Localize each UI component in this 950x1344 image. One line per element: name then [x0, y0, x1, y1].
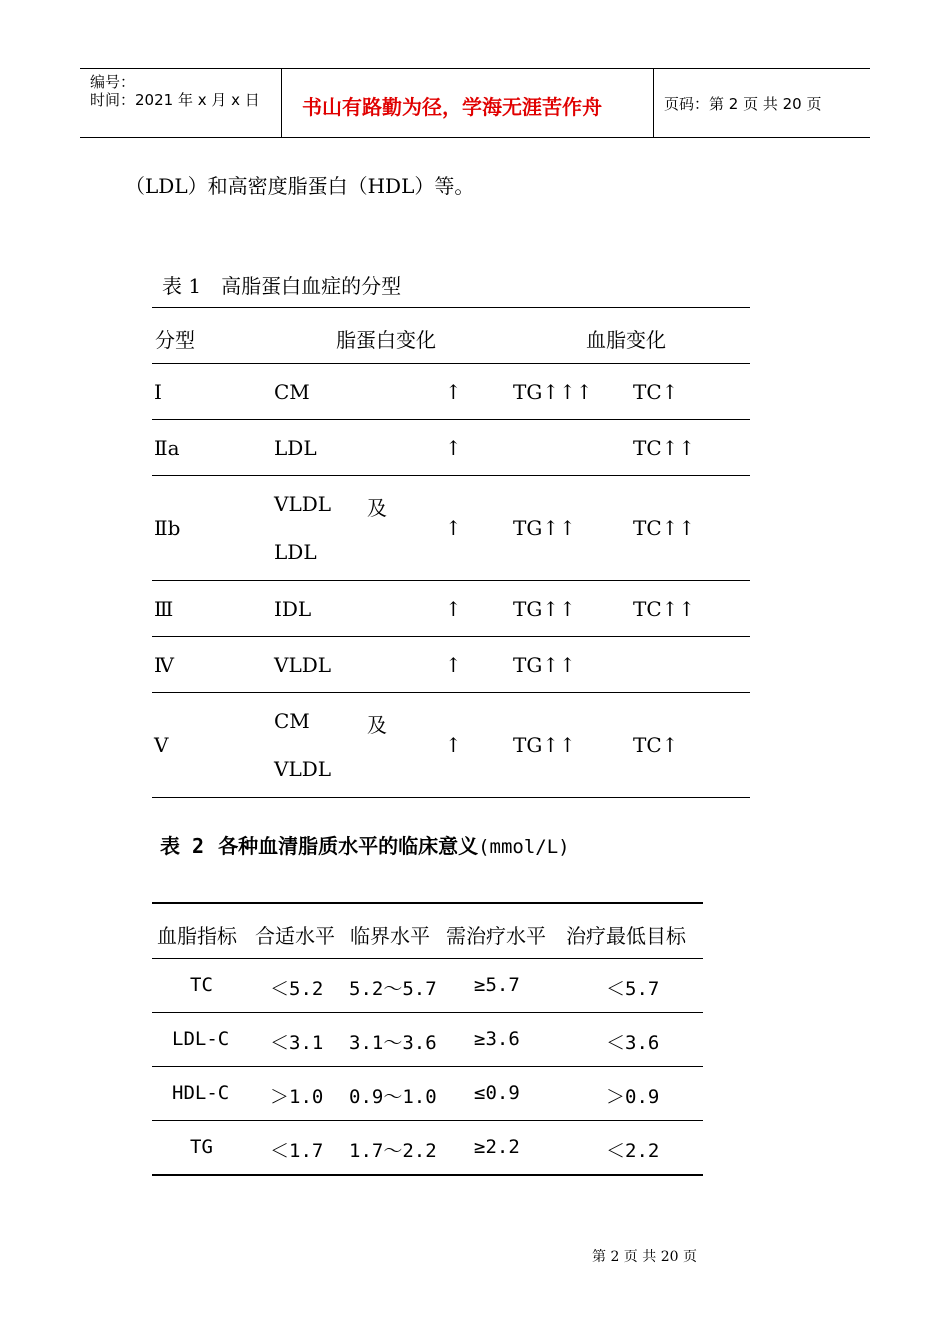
- table1-hyperlipoproteinemia-types: [152, 307, 750, 798]
- treatment-cell: ≥2.2: [474, 1136, 520, 1158]
- table2-header-treatment: 需治疗水平: [446, 924, 546, 948]
- tc-cell: TC↑↑: [633, 516, 696, 540]
- table2-header-indicator: 血脂指标: [157, 924, 237, 948]
- table1-header-lipid: 血脂变化: [586, 328, 666, 352]
- type-cell: Ⅰ: [154, 380, 162, 404]
- header-page-info: 页码：第 2 页 共 20 页: [664, 95, 822, 113]
- tg-cell: TG↑↑: [513, 597, 576, 621]
- header-page-cell: [654, 69, 870, 137]
- suitable-cell: ＜3.1: [270, 1032, 324, 1054]
- lipoprotein-conjunction: 及: [367, 496, 387, 520]
- indicator-cell: TC: [190, 974, 213, 996]
- type-cell: Ⅴ: [154, 733, 169, 757]
- borderline-cell: 1.7～2.2: [349, 1140, 437, 1162]
- table-row: [152, 959, 703, 1013]
- header-motto: 书山有路勤为径，学海无涯苦作舟: [302, 95, 602, 119]
- table2-header-row: [152, 904, 703, 959]
- lipoprotein-cell: IDL: [274, 597, 312, 621]
- borderline-cell: 5.2～5.7: [349, 978, 437, 1000]
- treatment-cell: ≥5.7: [474, 974, 520, 996]
- tg-cell: TG↑↑: [513, 653, 576, 677]
- suitable-cell: ＞1.0: [270, 1086, 324, 1108]
- header-meta-cell: [80, 69, 282, 137]
- document-number-label: 编号：: [90, 73, 136, 91]
- lipoprotein-cell: CM: [274, 380, 310, 404]
- borderline-cell: 0.9～1.0: [349, 1086, 437, 1108]
- up-arrow-cell: ↑: [445, 516, 462, 540]
- table1-caption: [162, 270, 401, 299]
- target-cell: ＜3.6: [606, 1032, 660, 1054]
- type-cell: Ⅳ: [154, 653, 174, 677]
- tg-cell: TG↑↑↑: [513, 380, 593, 404]
- header-motto-cell: [282, 69, 654, 137]
- table1-caption-title: 高脂蛋白血症的分型: [221, 274, 402, 298]
- treatment-cell: ≤0.9: [474, 1082, 520, 1104]
- lipoprotein-cell-line2: LDL: [274, 540, 317, 564]
- tg-cell: TG↑↑: [513, 516, 576, 540]
- table2-caption-number: 表 2: [160, 834, 205, 858]
- table-row: [152, 476, 750, 581]
- suitable-cell: ＜1.7: [270, 1140, 324, 1162]
- suitable-cell: ＜5.2: [270, 978, 324, 1000]
- table-row: [152, 364, 750, 420]
- tc-cell: TC↑: [633, 733, 679, 757]
- document-date-label: 时间：2021 年 x 月 x 日: [90, 91, 260, 109]
- treatment-cell: ≥3.6: [474, 1028, 520, 1050]
- tc-cell: TC↑↑: [633, 597, 696, 621]
- up-arrow-cell: ↑: [445, 733, 462, 757]
- type-cell: Ⅱb: [154, 516, 181, 540]
- indicator-cell: LDL-C: [172, 1028, 230, 1050]
- up-arrow-cell: ↑: [445, 380, 462, 404]
- table-row: [152, 1067, 703, 1121]
- tg-cell: TG↑↑: [513, 733, 576, 757]
- lipoprotein-cell: CM: [274, 709, 310, 733]
- table1-header-row: [152, 308, 750, 364]
- table-row: [152, 581, 750, 637]
- lipoprotein-conjunction: 及: [367, 713, 387, 737]
- table2-header-target: 治疗最低目标: [566, 924, 686, 948]
- type-cell: Ⅲ: [154, 597, 174, 621]
- type-cell: Ⅱa: [154, 436, 180, 460]
- table2-caption: [160, 830, 570, 859]
- page-footer: 第 2 页 共 20 页: [592, 1249, 697, 1265]
- lipoprotein-cell: VLDL: [274, 653, 332, 677]
- table1-header-lipoprotein: 脂蛋白变化: [336, 328, 436, 352]
- target-cell: ＜5.7: [606, 978, 660, 1000]
- lipoprotein-cell: LDL: [274, 436, 317, 460]
- table-row: [152, 420, 750, 476]
- table2-serum-lipid-levels: [152, 902, 703, 1176]
- table-row: [152, 637, 750, 693]
- table2-header-suitable: 合适水平: [255, 924, 335, 948]
- up-arrow-cell: ↑: [445, 436, 462, 460]
- table2-header-borderline: 临界水平: [350, 924, 430, 948]
- table1-header-type: 分型: [155, 328, 195, 352]
- table1-caption-number: 表 1: [162, 274, 202, 298]
- lipoprotein-cell-line2: VLDL: [274, 757, 332, 781]
- table-row: [152, 1121, 703, 1174]
- borderline-cell: 3.1～3.6: [349, 1032, 437, 1054]
- up-arrow-cell: ↑: [445, 653, 462, 677]
- intro-paragraph: （LDL）和高密度脂蛋白（HDL）等。: [125, 174, 475, 198]
- lipoprotein-cell: VLDL: [274, 492, 332, 516]
- page-header: [80, 68, 870, 138]
- table2-caption-title: 各种血清脂质水平的临床意义: [218, 834, 479, 858]
- indicator-cell: HDL-C: [172, 1082, 230, 1104]
- table2-caption-unit: (mmol/L): [478, 836, 570, 858]
- target-cell: ＜2.2: [606, 1140, 660, 1162]
- target-cell: ＞0.9: [606, 1086, 660, 1108]
- table-row: [152, 1013, 703, 1067]
- up-arrow-cell: ↑: [445, 597, 462, 621]
- tc-cell: TC↑↑: [633, 436, 696, 460]
- tc-cell: TC↑: [633, 380, 679, 404]
- table-row: [152, 693, 750, 798]
- indicator-cell: TG: [190, 1136, 213, 1158]
